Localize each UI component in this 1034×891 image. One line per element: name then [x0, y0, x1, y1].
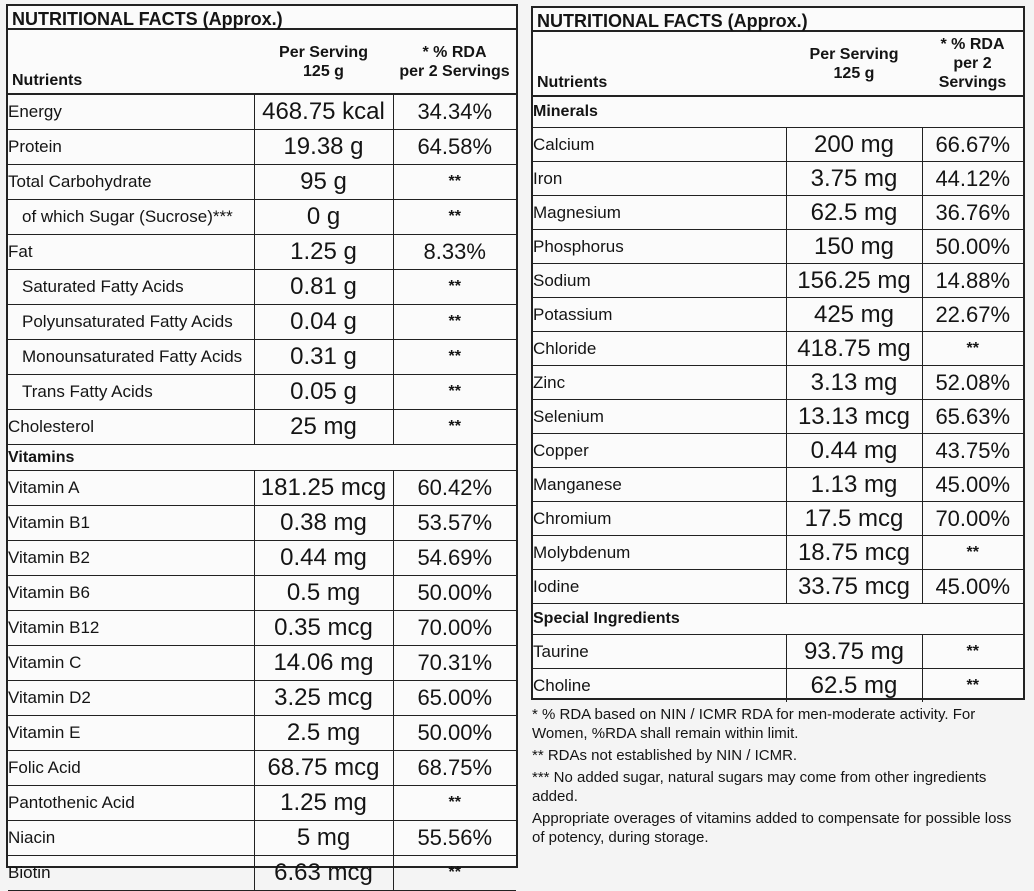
nutrient-row: [8, 471, 516, 506]
per-serving-value: 418.75 mg: [786, 332, 922, 366]
nutrient-row: [8, 786, 516, 821]
per-serving-value: 62.5 mg: [786, 196, 922, 230]
rda-value: 34.34%: [393, 94, 516, 130]
per-serving-label: Per Serving 125 g: [809, 45, 899, 82]
per-serving-value: 2.5 mg: [254, 716, 393, 751]
nutrient-row: [8, 856, 516, 891]
nutrient-name: Choline: [533, 675, 591, 695]
nutrient-row: [533, 366, 1023, 400]
nutrient-row: [8, 611, 516, 646]
per-serving-value: 3.13 mg: [786, 366, 922, 400]
per-serving-value: 0.5 mg: [254, 576, 393, 611]
nutrient-name: Iodine: [533, 570, 786, 604]
per-serving-value: 1.25 mg: [254, 786, 393, 821]
nutrient-name: Trans Fatty Acids: [8, 375, 254, 410]
nutrition-facts-panel-right: [531, 6, 1025, 700]
per-serving-value: 13.13 mcg: [786, 400, 922, 434]
per-serving-header: [254, 30, 393, 94]
rda-label: * % RDA per 2 Servings: [399, 43, 510, 80]
footnote-rda-not-established: ** RDAs not established by NIN / ICMR.: [532, 747, 798, 764]
nutrient-row: [533, 635, 1023, 669]
rda-header: [922, 32, 1023, 96]
rda-value: **: [393, 856, 516, 891]
nutrient-name: Vitamin B6: [8, 576, 254, 611]
nutrient-row: [8, 681, 516, 716]
per-serving-label: Per Serving 125 g: [279, 43, 368, 80]
per-serving-value: 6.63 mcg: [254, 856, 393, 891]
section-header-row: [533, 96, 1023, 128]
per-serving-value: 0.44 mg: [786, 434, 922, 468]
per-serving-value: 0 g: [254, 200, 393, 235]
rda-value: 55.56%: [393, 821, 516, 856]
nutrient-name: Calcium: [533, 128, 786, 162]
per-serving-value: 62.5 mg: [786, 669, 922, 703]
rda-value: 50.00%: [922, 230, 1023, 264]
nutrient-row: [533, 196, 1023, 230]
nutrient-name: Niacin: [8, 821, 254, 856]
nutrient-name: Biotin: [8, 856, 254, 891]
nutrient-row: [533, 570, 1023, 604]
nutrition-table: [533, 32, 1023, 702]
nutrient-row: [8, 410, 516, 445]
footnote-rda-basis: * % RDA based on NIN / ICMR RDA for men-moderate activity. For Women, %RDA shall remain within limit.: [532, 706, 976, 742]
nutrient-row: [8, 200, 516, 235]
rda-header: [393, 30, 516, 94]
rda-value: 70.00%: [922, 502, 1023, 536]
nutrient-name: Folic Acid: [8, 751, 254, 786]
nutrient-row: [533, 264, 1023, 298]
rda-value: **: [922, 536, 1023, 570]
nutrient-row: [8, 165, 516, 200]
rda-value: 52.08%: [922, 366, 1023, 400]
nutrient-row: [533, 434, 1023, 468]
nutrient-name: Vitamin B1: [8, 506, 254, 541]
nutrient-row: [8, 235, 516, 270]
per-serving-value: 181.25 mcg: [254, 471, 393, 506]
nutrient-row: [8, 340, 516, 375]
rda-value: 22.67%: [922, 298, 1023, 332]
footnote-no-added-sugar: *** No added sugar, natural sugars may come from other ingredients added.: [532, 769, 987, 805]
nutrient-name: Phosphorus: [533, 230, 786, 264]
rda-value: 68.75%: [393, 751, 516, 786]
nutrient-row: [8, 576, 516, 611]
per-serving-value: 150 mg: [786, 230, 922, 264]
per-serving-value: 0.38 mg: [254, 506, 393, 541]
nutrient-row: [533, 298, 1023, 332]
rda-value: 66.67%: [922, 128, 1023, 162]
rda-value: 65.00%: [393, 681, 516, 716]
per-serving-value: 0.44 mg: [254, 541, 393, 576]
rda-value: 54.69%: [393, 541, 516, 576]
nutrient-row: [533, 230, 1023, 264]
nutrient-row: [8, 646, 516, 681]
per-serving-value: 17.5 mcg: [786, 502, 922, 536]
rda-value: 50.00%: [393, 716, 516, 751]
per-serving-value: 93.75 mg: [786, 635, 922, 669]
per-serving-value: 14.06 mg: [254, 646, 393, 681]
per-serving-value: 18.75 mcg: [786, 536, 922, 570]
nutrient-row: [8, 541, 516, 576]
nutrition-table: [8, 30, 516, 891]
rda-value: 60.42%: [393, 471, 516, 506]
nutrient-name: Vitamin E: [8, 716, 254, 751]
nutrient-row: [8, 305, 516, 340]
nutrient-name: Protein: [8, 130, 254, 165]
nutrient-row: [533, 669, 1023, 703]
per-serving-value: 3.25 mcg: [254, 681, 393, 716]
rda-value: **: [922, 635, 1023, 669]
nutrient-row: [8, 375, 516, 410]
nutrient-name: Iron: [533, 162, 786, 196]
per-serving-value: 5 mg: [254, 821, 393, 856]
nutrient-name: Total Carbohydrate: [8, 165, 254, 200]
section-label: Special Ingredients: [533, 604, 1023, 635]
section-label: Minerals: [533, 96, 1023, 128]
per-serving-value: 425 mg: [786, 298, 922, 332]
nutrient-row: [8, 130, 516, 165]
nutrient-row: [533, 162, 1023, 196]
footnote-overages: Appropriate overages of vitamins added to compensate for possible loss of potency, during storage.: [532, 810, 1012, 846]
nutrient-name: Magnesium: [533, 196, 786, 230]
nutrient-name: Fat: [8, 235, 254, 270]
rda-value: 44.12%: [922, 162, 1023, 196]
rda-value: **: [393, 786, 516, 821]
nutrient-row: [8, 716, 516, 751]
per-serving-value: 19.38 g: [254, 130, 393, 165]
rda-value: **: [393, 340, 516, 375]
nutrient-row: [533, 400, 1023, 434]
nutrients-header: Nutrients: [533, 32, 786, 96]
nutrient-name: Chloride: [533, 332, 786, 366]
rda-value: 45.00%: [922, 570, 1023, 604]
nutrient-row: [8, 751, 516, 786]
nutrient-name: Manganese: [533, 468, 786, 502]
nutrient-name: Zinc: [533, 366, 786, 400]
nutrient-name: Selenium: [533, 400, 786, 434]
per-serving-value: 156.25 mg: [786, 264, 922, 298]
rda-value: **: [393, 270, 516, 305]
per-serving-value: 0.04 g: [254, 305, 393, 340]
section-header-row: [8, 445, 516, 471]
rda-value: 36.76%: [922, 196, 1023, 230]
nutrient-name: Polyunsaturated Fatty Acids: [8, 305, 254, 340]
per-serving-value: 95 g: [254, 165, 393, 200]
nutrient-row: [533, 536, 1023, 570]
per-serving-value: 68.75 mcg: [254, 751, 393, 786]
per-serving-value: 0.81 g: [254, 270, 393, 305]
rda-value: 45.00%: [922, 468, 1023, 502]
nutrient-name: Pantothenic Acid: [8, 786, 254, 821]
rda-value: 14.88%: [922, 264, 1023, 298]
per-serving-value: 1.13 mg: [786, 468, 922, 502]
nutrient-name: Vitamin D2: [8, 681, 254, 716]
section-header-row: [533, 604, 1023, 635]
nutrient-name: of which Sugar (Sucrose)***: [8, 200, 254, 235]
rda-value: 8.33%: [393, 235, 516, 270]
nutrient-row: [533, 468, 1023, 502]
nutrient-row: [8, 270, 516, 305]
nutrient-name: Vitamin A: [8, 471, 254, 506]
rda-value: 70.00%: [393, 611, 516, 646]
nutrient-row: [8, 821, 516, 856]
rda-value: **: [393, 305, 516, 340]
panel-title: NUTRITIONAL FACTS (Approx.): [533, 8, 1023, 32]
per-serving-value: 200 mg: [786, 128, 922, 162]
rda-value: 70.31%: [393, 646, 516, 681]
nutrition-facts-panel-left: [6, 4, 518, 886]
nutrient-row: [8, 506, 516, 541]
nutrient-name: Energy: [8, 94, 254, 130]
rda-value: **: [393, 410, 516, 445]
rda-value: **: [922, 669, 1023, 703]
per-serving-value: 0.31 g: [254, 340, 393, 375]
nutrients-header: Nutrients: [8, 30, 254, 94]
rda-value: 50.00%: [393, 576, 516, 611]
nutrient-row: [533, 128, 1023, 162]
nutrient-name: Potassium: [533, 298, 786, 332]
nutrient-row: [8, 94, 516, 130]
rda-value: 53.57%: [393, 506, 516, 541]
nutrient-name: Monounsaturated Fatty Acids: [8, 340, 254, 375]
panel-title: NUTRITIONAL FACTS (Approx.): [8, 6, 516, 30]
nutrient-name: Saturated Fatty Acids: [8, 270, 254, 305]
nutrient-name: Cholesterol: [8, 410, 254, 445]
per-serving-value: 0.35 mcg: [254, 611, 393, 646]
rda-value: 65.63%: [922, 400, 1023, 434]
per-serving-value: 468.75 kcal: [254, 94, 393, 130]
nutrient-name: Vitamin B2: [8, 541, 254, 576]
nutrient-name: Chromium: [533, 502, 786, 536]
per-serving-value: 1.25 g: [254, 235, 393, 270]
section-label: Vitamins: [8, 445, 516, 471]
per-serving-header: [786, 32, 922, 96]
nutrient-row: [533, 502, 1023, 536]
rda-value: **: [393, 200, 516, 235]
footnotes: [532, 705, 1027, 850]
rda-label: * % RDA per 2 Servings: [938, 36, 1007, 91]
rda-value: **: [393, 375, 516, 410]
nutrient-row: [533, 332, 1023, 366]
nutrient-name: Copper: [533, 434, 786, 468]
nutrient-name: Sodium: [533, 264, 786, 298]
nutrient-name: Vitamin C: [8, 646, 254, 681]
rda-value: 43.75%: [922, 434, 1023, 468]
per-serving-value: 3.75 mg: [786, 162, 922, 196]
per-serving-value: 0.05 g: [254, 375, 393, 410]
nutrient-name: Vitamin B12: [8, 611, 254, 646]
rda-value: **: [922, 332, 1023, 366]
rda-value: **: [393, 165, 516, 200]
nutrient-name: Taurine: [533, 635, 786, 669]
nutrient-name: Molybdenum: [533, 536, 786, 570]
per-serving-value: 33.75 mcg: [786, 570, 922, 604]
per-serving-value: 25 mg: [254, 410, 393, 445]
rda-value: 64.58%: [393, 130, 516, 165]
